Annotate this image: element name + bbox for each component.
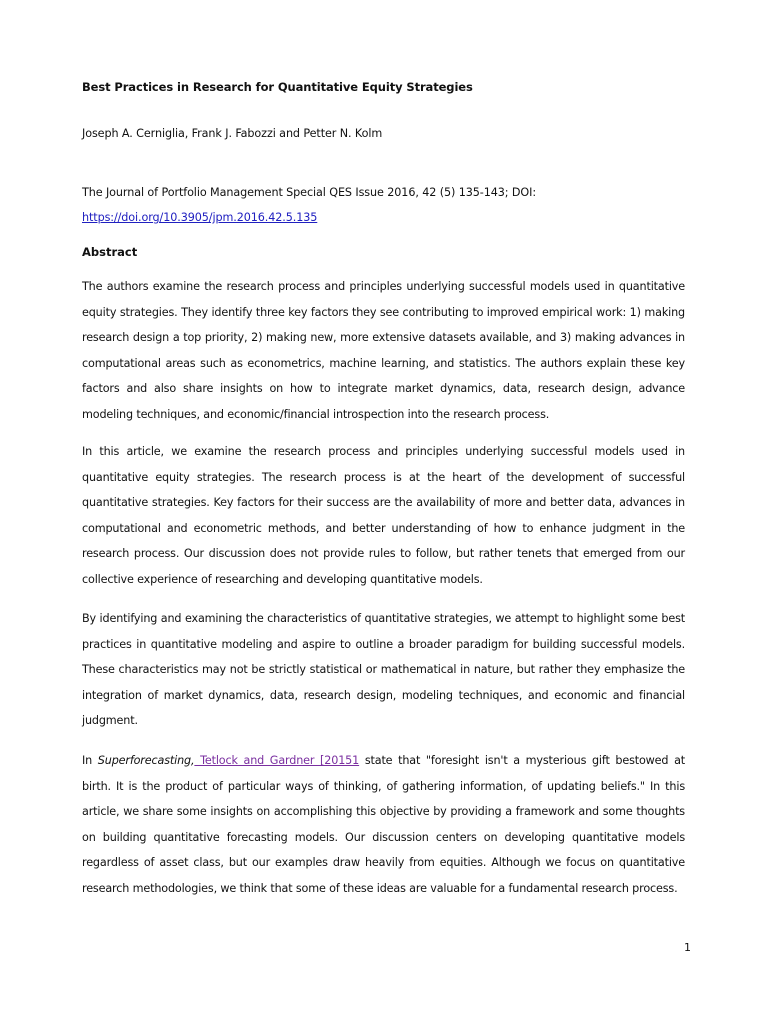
abstract-paragraph: The authors examine the research process and principles underlying successful models used in quantitative equity strategies. They identify three key factors they see contributing to improved empirical work: 1) making research design a top priority, 2) making new, more extensive datasets available, and 3) making advances in computational areas such as econometrics, machine learning, and statistics. The authors explain these key factors and also share insights on how to integrate market dynamics, data, research design, advance modeling techniques, and economic/financial introspection into the research process. (82, 280, 685, 421)
paper-authors: Joseph A. Cerniglia, Frank J. Fabozzi and Petter N. Kolm (82, 127, 383, 140)
paragraph-prefix: In (82, 754, 98, 767)
journal-citation: The Journal of Portfolio Management Special QES Issue 2016, 42 (5) 135-143; DOI: (82, 186, 537, 199)
paragraph-text: state that "foresight isn't a mysterious gift bestowed at birth. It is the product of particular ways of thinking, of gathering information, of updating beliefs." In this article, we share some insights on accomplishing this objective by providing a framework and some thoughts on building quantitative forecasting models. Our discussion centers on developing quantitative models regardless of asset class, but our examples draw heavily from equities. Although we focus on quantitative research methodologies, we think that some of these ideas are valuable for a fundamental research process. (82, 754, 686, 895)
reference-link[interactable]: Tetlock and Gardner [20151 (194, 754, 360, 767)
book-title: Superforecasting, (97, 754, 195, 767)
abstract-heading: Abstract (82, 245, 138, 259)
body-paragraph-3 (82, 748, 685, 901)
doi-link[interactable]: https://doi.org/10.3905/jpm.2016.42.5.135 (82, 211, 318, 224)
body-paragraph-1: In this article, we examine the research process and principles underlying successful models used in quantitative equity strategies. The research process is at the heart of the development of successful quantitative strategies. Key factors for their success are the availability of more and better data, advances in computational and econometric methods, and better understanding of how to enhance judgment in the research process. Our discussion does not provide rules to follow, but rather tenets that emerged from our collective experience of researching and developing quantitative models. (82, 445, 685, 586)
body-paragraph-2: By identifying and examining the characteristics of quantitative strategies, we attempt to highlight some best practices in quantitative modeling and aspire to outline a broader paradigm for building successful models. These characteristics may not be strictly statistical or mathematical in nature, but rather they emphasize the integration of market dynamics, data, research design, modeling techniques, and economic and financial judgment. (82, 612, 685, 727)
page-number: 1 (684, 941, 691, 954)
paper-title: Best Practices in Research for Quantitative Equity Strategies (82, 80, 473, 94)
